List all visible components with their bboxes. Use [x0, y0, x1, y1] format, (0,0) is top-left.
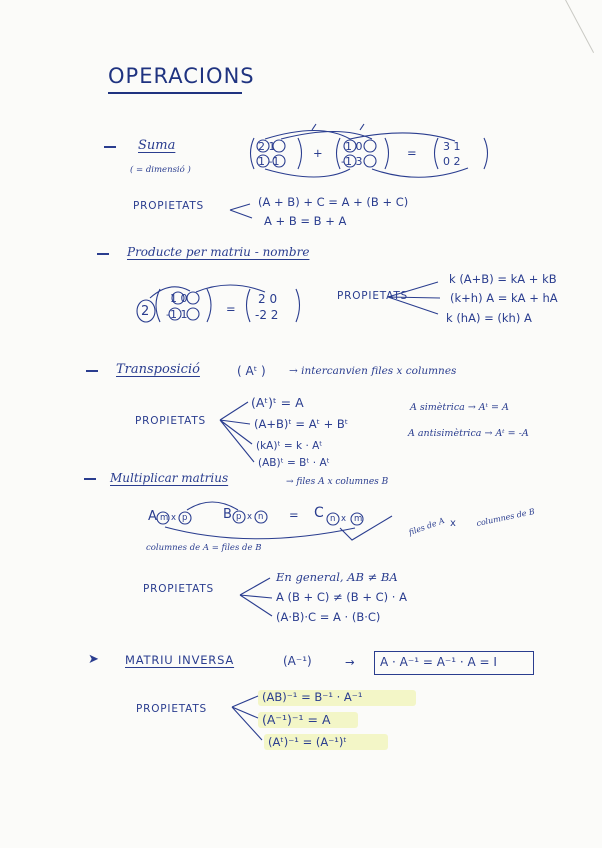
multiplicar-b-x: x: [247, 512, 253, 522]
transposicio-side-1: A simètrica → Aᵗ = A: [410, 402, 509, 413]
producte-circle-4: [187, 308, 199, 320]
transposicio-prop-3: (kA)ᵗ = k · Aᵗ: [256, 440, 323, 452]
bullet-multiplicar: [84, 478, 96, 480]
suma-equals: =: [407, 146, 417, 160]
producte-bracket-r-left: [247, 289, 251, 322]
paper-edge: [565, 0, 594, 53]
inversa-notation: (A⁻¹): [283, 654, 312, 668]
producte-bracket-right: [207, 289, 211, 322]
multiplicar-props-label: PROPIETATS: [143, 583, 214, 595]
suma-arc-2: [281, 132, 372, 140]
multiplicar-b-label: B: [223, 507, 232, 522]
suma-matrix-a-row2: 1 -1: [258, 155, 280, 168]
multiplicar-prop-2: A (B + C) ≠ (B + C) · A: [276, 590, 407, 604]
producte-bracket-r-right: [296, 289, 300, 322]
heading-producte: Producte per matriu - nombre: [127, 245, 310, 259]
multiplicar-c-dim-1: n: [330, 514, 336, 524]
multiplicar-b-dim-2: n: [258, 512, 264, 522]
multiplicar-files-note: files de A: [407, 515, 446, 538]
suma-bracket-b-left: [337, 138, 341, 169]
suma-bracket-r-left: [435, 138, 439, 169]
producte-bracket-left: [156, 289, 160, 322]
bullet-inversa: ➤: [88, 652, 99, 667]
producte-equals: =: [226, 302, 236, 316]
multiplicar-a-dim-2: p: [182, 513, 188, 523]
page-title: OPERACIONS: [108, 64, 255, 88]
producte-props-label: PROPIETATS: [337, 290, 408, 302]
inversa-prop-3: (Aᵗ)⁻¹ = (A⁻¹)ᵗ: [268, 735, 347, 749]
multiplicar-rule: columnes de A = files de B: [146, 543, 262, 553]
multiplicar-a-label: A: [148, 509, 157, 524]
suma-bracket-a-left: [251, 138, 255, 169]
producte-prop-3: k (hA) = (kh) A: [446, 311, 532, 325]
transposicio-prop-1: (Aᵗ)ᵗ = A: [251, 395, 304, 410]
suma-prop-1: (A + B) + C = A + (B + C): [258, 195, 409, 209]
multiplicar-prop-1: En general, AB ≠ BA: [276, 570, 398, 584]
inversa-prop-2: (A⁻¹)⁻¹ = A: [262, 712, 331, 727]
suma-matrix-b-row1: 1 0: [345, 140, 363, 153]
multiplicar-props-arrow: [240, 578, 272, 616]
inversa-props-label: PROPIETATS: [136, 703, 207, 715]
inversa-arrow: →: [345, 655, 355, 669]
multiplicar-c-dim-2: m: [354, 514, 363, 524]
bullet-transposicio: [86, 370, 98, 372]
multiplicar-x2: x: [450, 518, 456, 529]
transposicio-prop-2: (A+B)ᵗ = Aᵗ + Bᵗ: [254, 417, 349, 431]
suma-bracket-r-right: [484, 138, 488, 169]
suma-plus-marks: [312, 124, 364, 130]
transposicio-note: → intercanvien files x columnes: [289, 365, 457, 377]
mult-check: [340, 516, 392, 540]
producte-scalar: 2: [141, 304, 150, 319]
producte-result-row2: -2 2: [255, 308, 279, 322]
suma-note: ( = dimensió ): [130, 165, 191, 175]
multiplicar-note: → files A x columnes B: [286, 477, 389, 487]
producte-circle-2: [187, 292, 199, 304]
transposicio-props-arrow: [220, 402, 254, 462]
producte-matrix-row2: -1 1: [166, 308, 188, 321]
suma-bracket-a-right: [298, 138, 302, 169]
suma-matrix-b-row2: -1 3: [341, 155, 363, 168]
producte-prop-2: (k+h) A = kA + hA: [450, 291, 558, 305]
multiplicar-a-dim-1: m: [160, 513, 169, 523]
suma-plus: +: [313, 146, 323, 160]
transposicio-props-label: PROPIETATS: [135, 415, 206, 427]
bullet-producte: [97, 253, 109, 255]
suma-props-label: PROPIETATS: [133, 200, 204, 212]
suma-arc-5: [372, 168, 468, 177]
title-underline: [108, 92, 242, 94]
multiplicar-prop-3: (A·B)·C = A · (B·C): [276, 610, 381, 624]
multiplicar-b-dim-1: p: [236, 512, 242, 522]
producte-arc-2: [196, 285, 265, 292]
heading-multiplicar: Multiplicar matrius: [110, 471, 229, 485]
producte-result-row1: 2 0: [258, 292, 278, 306]
heading-transposicio: Transposició: [116, 362, 200, 377]
multiplicar-c-label: C: [314, 505, 324, 521]
suma-result-row1: 3 1: [443, 140, 461, 153]
producte-matrix-row1: 1 0: [170, 292, 188, 305]
multiplicar-cols-note: columnes de B: [475, 506, 536, 529]
suma-result-row2: 0 2: [443, 155, 461, 168]
transposicio-side-2: A antisimètrica → Aᵗ = -A: [408, 428, 529, 439]
heading-suma: Suma: [138, 138, 176, 153]
suma-arc-3: [350, 133, 455, 141]
suma-circle-8: [364, 155, 376, 167]
suma-props-arrow: [230, 204, 252, 218]
transposicio-notation: ( Aᵗ ): [237, 364, 266, 378]
suma-circle-6: [364, 140, 376, 152]
suma-arc-1: [265, 131, 350, 140]
multiplicar-eq: =: [289, 508, 299, 522]
suma-matrix-a-row1: 2 1: [258, 140, 276, 153]
suma-prop-2: A + B = B + A: [264, 214, 347, 228]
inversa-boxed-text: A · A⁻¹ = A⁻¹ · A = I: [380, 655, 497, 669]
producte-prop-1: k (A+B) = kA + kB: [449, 272, 557, 286]
heading-inversa: MATRIU INVERSA: [125, 653, 235, 667]
suma-bracket-b-right: [385, 138, 389, 169]
transposicio-prop-4: (AB)ᵗ = Bᵗ · Aᵗ: [258, 457, 330, 469]
mult-arc-bottom: [165, 527, 355, 539]
inversa-prop-1: (AB)⁻¹ = B⁻¹ · A⁻¹: [262, 690, 363, 704]
suma-arc-4: [265, 169, 350, 177]
multiplicar-c-x: x: [341, 514, 347, 524]
bullet-suma: [104, 146, 116, 148]
multiplicar-a-x: x: [171, 513, 177, 523]
